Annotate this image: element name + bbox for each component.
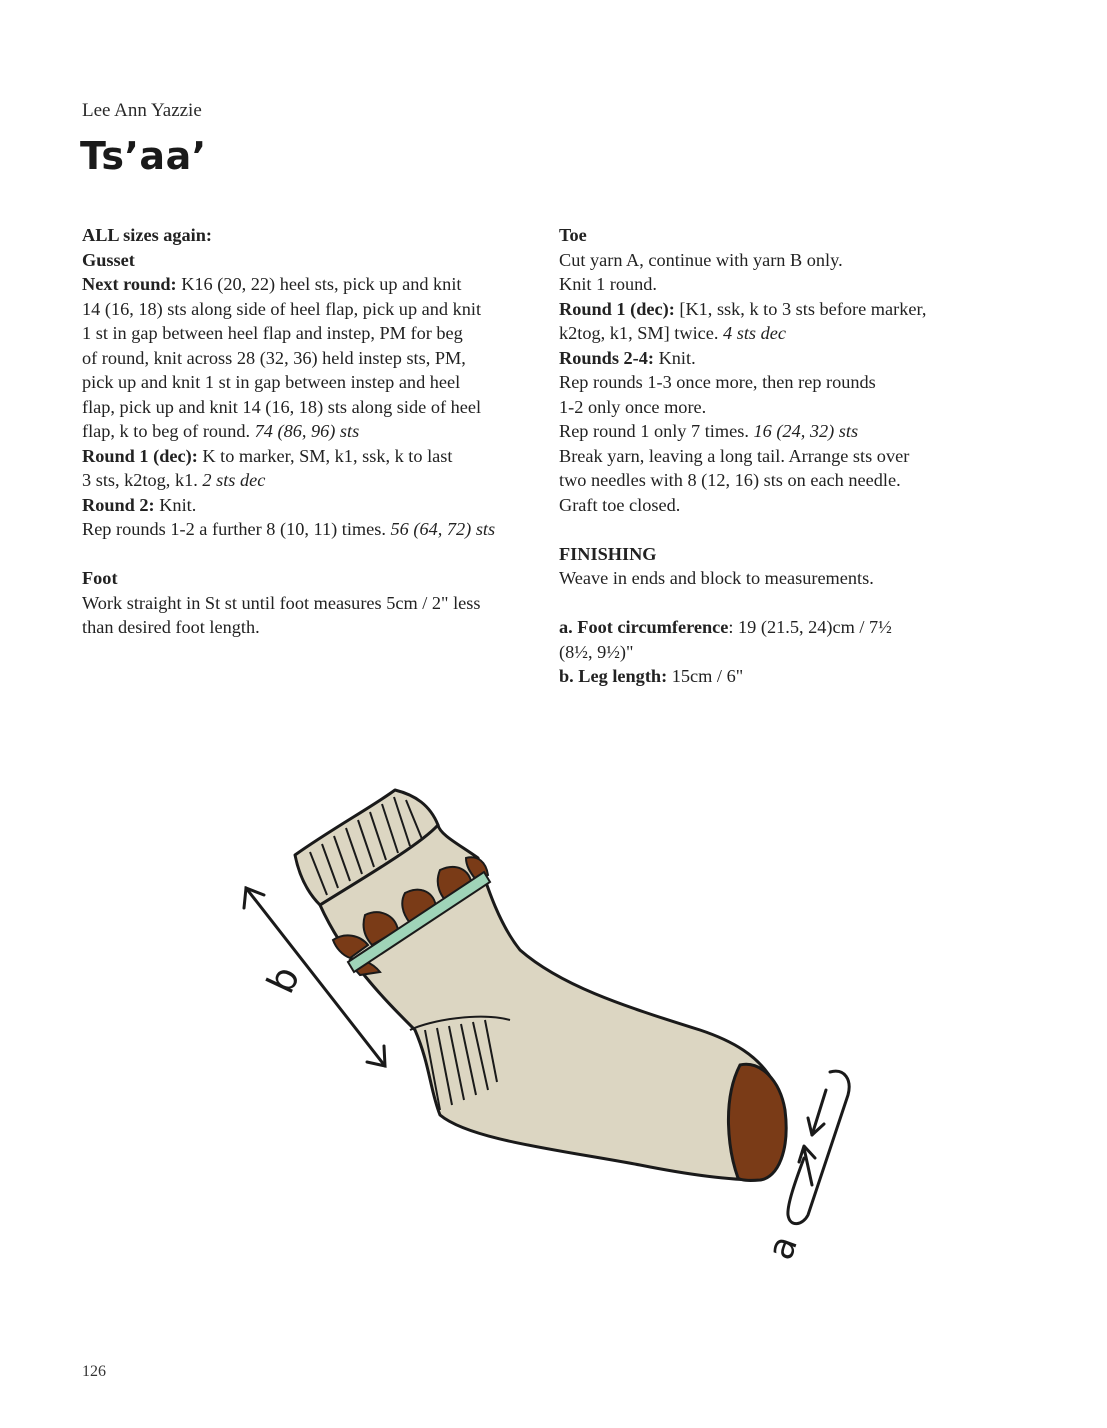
toe-heading: Toe: [559, 225, 587, 245]
measurement-b-label: b: [258, 959, 309, 1000]
gusset-heading: Gusset: [82, 249, 135, 270]
author-name: Lee Ann Yazzie: [82, 100, 202, 121]
measurement-a-arrow: [788, 1071, 849, 1223]
stitch-count: 74 (86, 96) sts: [254, 421, 360, 441]
repeat-instruction: Rep rounds 1-2 a further 8 (10, 11) times. 56 (64, 72) sts: [82, 519, 496, 539]
left-column: ALL sizes again: Gusset Next round: K16 (20, 22) heel sts, pick up and knit 14 (16, 18) sts along side of heel flap, pick up and knit 1 st in gap between heel flap and instep, PM for beg of round, knit across 28 (32, 36) held instep sts, PM, pick up and knit 1 st in gap between instep and heel flap, pick up and knit 14 (16, 18) sts along side of heel flap, k to beg of round. 74 (86, 96) sts Round 1 (dec): K to marker, SM, k1, ssk, k to last 3 sts, k2tog, k1. 2 sts dec Round 2: Knit. Rep rounds 1-2 a further 8 (10, 11) times. 56 (64, 72) sts Foot Work straight in St st until foot measures 5cm / 2" less than desired foot length.: [82, 223, 532, 640]
sock-illustration: [230, 780, 870, 1280]
round1-instruction: Round 1 (dec): K to marker, SM, k1, ssk, k to last: [82, 445, 453, 466]
next-round-instruction: Next round: K16 (20, 22) heel sts, pick up and knit: [82, 274, 462, 294]
foot-instruction: Work straight in St st until foot measures 5cm / 2" less: [82, 592, 481, 613]
pattern-title: Ts’aa’: [80, 134, 207, 178]
sock-body: [320, 825, 783, 1180]
foot-heading: Foot: [82, 568, 118, 588]
stitch-count: 16 (24, 32) sts: [753, 421, 859, 441]
all-sizes-heading: ALL sizes again:: [82, 225, 213, 245]
foot-circumference: a. Foot circumference: 19 (21.5, 24)cm / 7½: [559, 617, 892, 637]
stitch-count: 4 sts dec: [723, 323, 786, 343]
finishing-heading: FINISHING: [559, 543, 657, 564]
rounds-2-4-instruction: Rounds 2-4: Knit.: [559, 347, 696, 368]
sock-toe: [728, 1064, 786, 1180]
leg-length: b. Leg length: 15cm / 6": [559, 666, 744, 686]
stitch-count: 2 sts dec: [202, 470, 266, 490]
measurement-a-label: a: [759, 1230, 807, 1266]
page-number: 126: [82, 1363, 106, 1380]
stitch-count: 56 (64, 72) sts: [390, 519, 496, 539]
right-column: Toe Cut yarn A, continue with yarn B only. Knit 1 round. Round 1 (dec): [K1, ssk, k to 3 sts before marker, k2tog, k1, SM] twice. 4 sts dec Rounds 2-4: Knit. Rep rounds 1-3 once more, then rep rounds 1-2 only once more. Rep round 1 only 7 times. 16 (24, 32) sts Break yarn, leaving a long tail. Arrange sts over two needles with 8 (12, 16) sts on each needle. Graft toe closed. FINISHING Weave in ends and block to measurements. a. Foot circumference: 19 (21.5, 24)cm / 7½ (8½, 9½)" b. Leg length: 15cm / 6": [559, 223, 979, 689]
round2-instruction: Round 2: Knit.: [82, 494, 197, 515]
toe-round1-instruction: Round 1 (dec): [K1, ssk, k to 3 sts before marker,: [559, 298, 927, 319]
